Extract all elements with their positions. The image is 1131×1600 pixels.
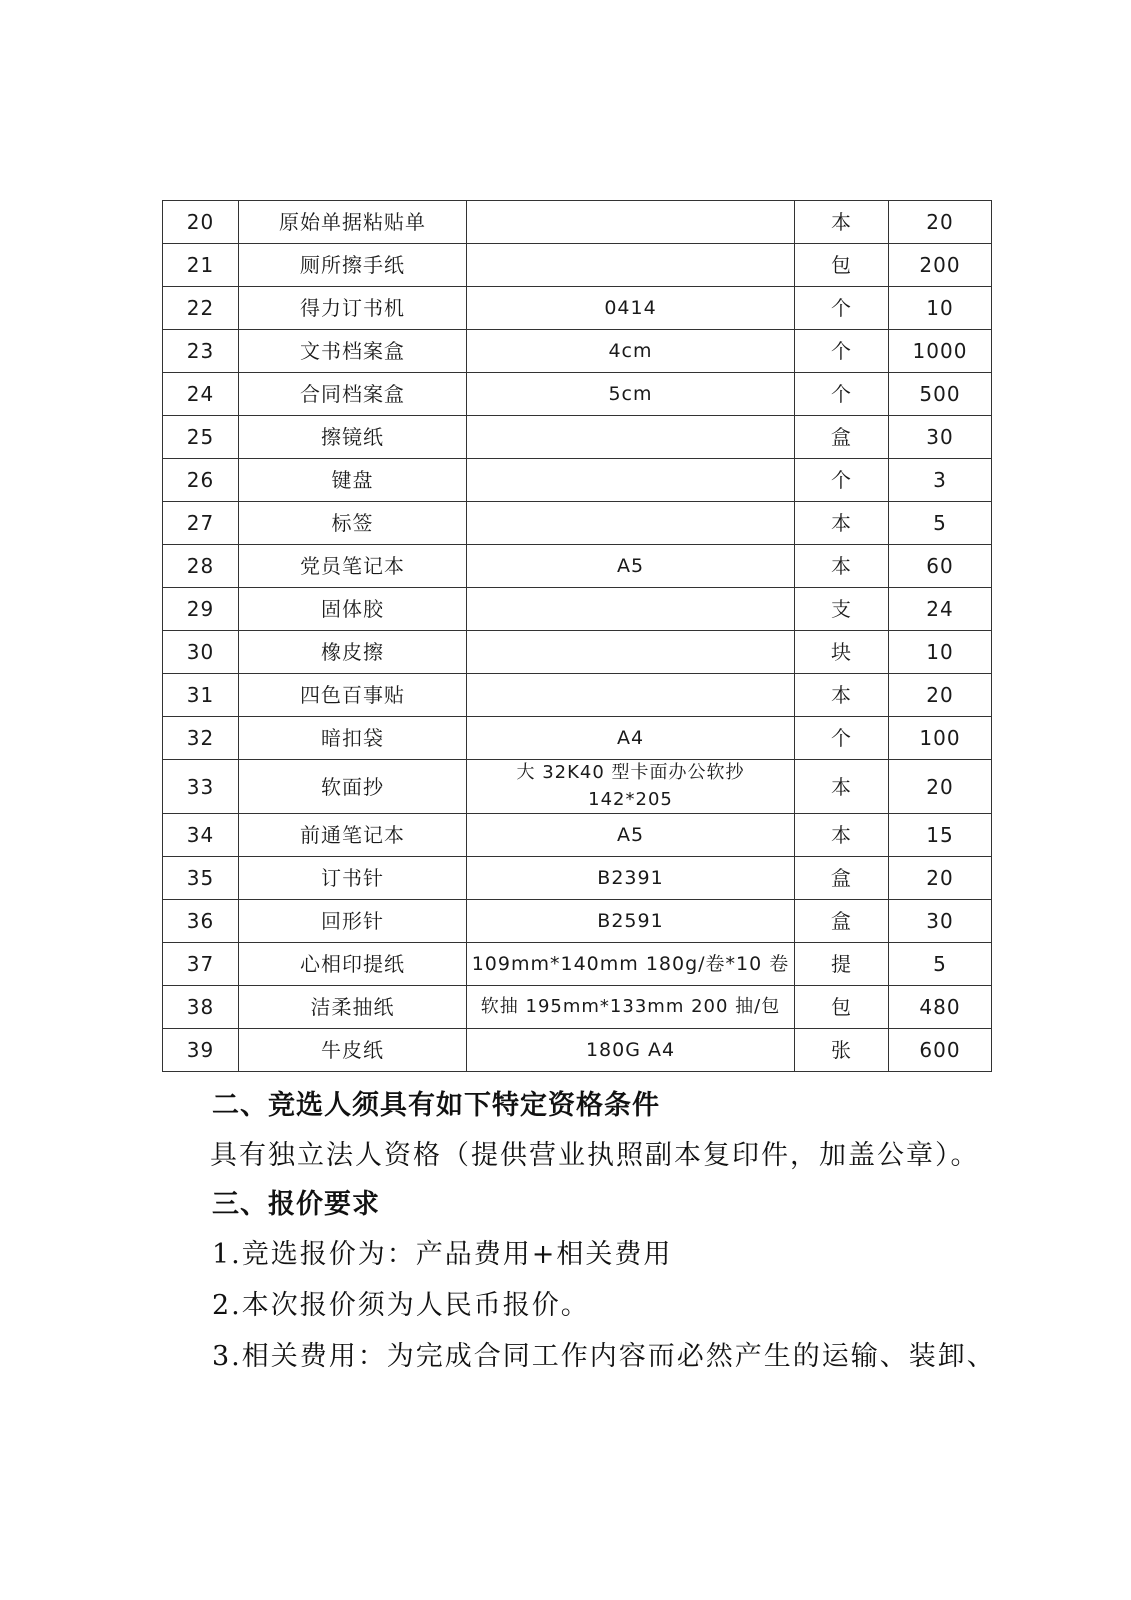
quotation-item-1: 1.竞选报价为：产品费用+相关费用 [212, 1239, 673, 1270]
section-heading-qualification: 二、竞选人须具有如下特定资格条件 [212, 1090, 660, 1121]
cell-name: 擦镜纸 [239, 416, 467, 459]
cell-qty: 60 [889, 545, 992, 588]
cell-no: 28 [163, 545, 239, 588]
cell-no: 37 [163, 943, 239, 986]
cell-name: 订书针 [239, 857, 467, 900]
cell-no: 27 [163, 502, 239, 545]
cell-name: 键盘 [239, 459, 467, 502]
table-row [163, 1029, 992, 1072]
cell-qty: 5 [889, 502, 992, 545]
cell-spec [467, 459, 795, 502]
cell-spec: 0414 [467, 287, 795, 330]
cell-qty: 10 [889, 631, 992, 674]
cell-qty: 24 [889, 588, 992, 631]
cell-qty: 20 [889, 857, 992, 900]
quotation-item-2: 2.本次报价须为人民币报价。 [212, 1290, 590, 1321]
table-row [163, 986, 992, 1029]
cell-name: 回形针 [239, 900, 467, 943]
cell-spec: 5cm [467, 373, 795, 416]
cell-unit: 盒 [795, 900, 889, 943]
cell-spec: 4cm [467, 330, 795, 373]
cell-spec [467, 244, 795, 287]
cell-unit: 张 [795, 1029, 889, 1072]
cell-qty: 3 [889, 459, 992, 502]
cell-name: 洁柔抽纸 [239, 986, 467, 1029]
cell-unit: 个 [795, 330, 889, 373]
table-row [163, 857, 992, 900]
cell-no: 21 [163, 244, 239, 287]
table-row [163, 373, 992, 416]
cell-unit: 个 [795, 459, 889, 502]
table-row [163, 760, 992, 814]
table-row [163, 588, 992, 631]
cell-spec: B2591 [467, 900, 795, 943]
cell-qty: 1000 [889, 330, 992, 373]
cell-spec [467, 416, 795, 459]
cell-spec [467, 760, 795, 814]
cell-unit: 包 [795, 986, 889, 1029]
cell-unit: 本 [795, 674, 889, 717]
cell-name: 厕所擦手纸 [239, 244, 467, 287]
cell-spec: A5 [467, 545, 795, 588]
cell-qty: 10 [889, 287, 992, 330]
cell-unit: 本 [795, 814, 889, 857]
cell-qty: 20 [889, 201, 992, 244]
cell-spec: A4 [467, 717, 795, 760]
cell-name: 心相印提纸 [239, 943, 467, 986]
cell-spec: A5 [467, 814, 795, 857]
table-row [163, 459, 992, 502]
table-row [163, 545, 992, 588]
cell-qty: 15 [889, 814, 992, 857]
cell-unit: 本 [795, 502, 889, 545]
cell-name: 固体胶 [239, 588, 467, 631]
cell-name: 文书档案盒 [239, 330, 467, 373]
cell-no: 34 [163, 814, 239, 857]
requirements-text [212, 1082, 1002, 1382]
cell-spec: 180G A4 [467, 1029, 795, 1072]
cell-unit: 个 [795, 287, 889, 330]
cell-spec [467, 588, 795, 631]
cell-no: 22 [163, 287, 239, 330]
cell-qty: 500 [889, 373, 992, 416]
cell-qty: 600 [889, 1029, 992, 1072]
cell-no: 25 [163, 416, 239, 459]
table-row [163, 674, 992, 717]
cell-no: 23 [163, 330, 239, 373]
cell-name: 暗扣袋 [239, 717, 467, 760]
cell-unit: 盒 [795, 857, 889, 900]
supplies-table [162, 200, 992, 1072]
cell-no: 39 [163, 1029, 239, 1072]
cell-spec [467, 502, 795, 545]
cell-name: 得力订书机 [239, 287, 467, 330]
cell-spec [467, 631, 795, 674]
cell-name: 橡皮擦 [239, 631, 467, 674]
cell-name: 合同档案盒 [239, 373, 467, 416]
cell-name: 前通笔记本 [239, 814, 467, 857]
table-row [163, 943, 992, 986]
cell-name: 四色百事贴 [239, 674, 467, 717]
cell-no: 29 [163, 588, 239, 631]
cell-name: 牛皮纸 [239, 1029, 467, 1072]
cell-no: 26 [163, 459, 239, 502]
table-row [163, 717, 992, 760]
cell-qty: 30 [889, 416, 992, 459]
cell-unit: 盒 [795, 416, 889, 459]
cell-qty: 100 [889, 717, 992, 760]
table-row [163, 814, 992, 857]
quotation-item-3: 3.相关费用：为完成合同工作内容而必然产生的运输、装卸、 [212, 1341, 996, 1372]
cell-name: 党员笔记本 [239, 545, 467, 588]
cell-unit: 包 [795, 244, 889, 287]
cell-unit: 个 [795, 717, 889, 760]
table-row [163, 502, 992, 545]
cell-name: 原始单据粘贴单 [239, 201, 467, 244]
cell-no: 30 [163, 631, 239, 674]
cell-qty: 20 [889, 760, 992, 814]
table-row [163, 201, 992, 244]
cell-unit: 支 [795, 588, 889, 631]
cell-no: 36 [163, 900, 239, 943]
cell-spec: B2391 [467, 857, 795, 900]
cell-no: 31 [163, 674, 239, 717]
section-heading-quotation: 三、报价要求 [212, 1189, 380, 1220]
cell-name: 软面抄 [239, 760, 467, 814]
cell-unit: 个 [795, 373, 889, 416]
cell-unit: 本 [795, 201, 889, 244]
cell-unit: 本 [795, 545, 889, 588]
cell-qty: 30 [889, 900, 992, 943]
cell-no: 24 [163, 373, 239, 416]
cell-unit: 提 [795, 943, 889, 986]
cell-no: 32 [163, 717, 239, 760]
cell-qty: 200 [889, 244, 992, 287]
cell-name: 标签 [239, 502, 467, 545]
cell-spec-line2: 142*205 [588, 788, 673, 810]
cell-no: 20 [163, 201, 239, 244]
cell-no: 38 [163, 986, 239, 1029]
cell-unit: 块 [795, 631, 889, 674]
table-row [163, 631, 992, 674]
cell-spec [467, 674, 795, 717]
table-row [163, 287, 992, 330]
cell-spec: 109mm*140mm 180g/卷*10 卷 [467, 943, 795, 986]
cell-qty: 5 [889, 943, 992, 986]
cell-qty: 20 [889, 674, 992, 717]
cell-no: 33 [163, 760, 239, 814]
cell-spec: 软抽 195mm*133mm 200 抽/包 [467, 986, 795, 1029]
table-row [163, 244, 992, 287]
table-row [163, 900, 992, 943]
cell-spec-line1: 大 32K40 型卡面办公软抄 [516, 762, 745, 784]
qualification-paragraph: 具有独立法人资格（提供营业执照副本复印件，加盖公章）。 [210, 1140, 980, 1171]
table-row [163, 330, 992, 373]
cell-spec [467, 201, 795, 244]
cell-unit: 本 [795, 760, 889, 814]
cell-no: 35 [163, 857, 239, 900]
cell-qty: 480 [889, 986, 992, 1029]
table-row [163, 416, 992, 459]
